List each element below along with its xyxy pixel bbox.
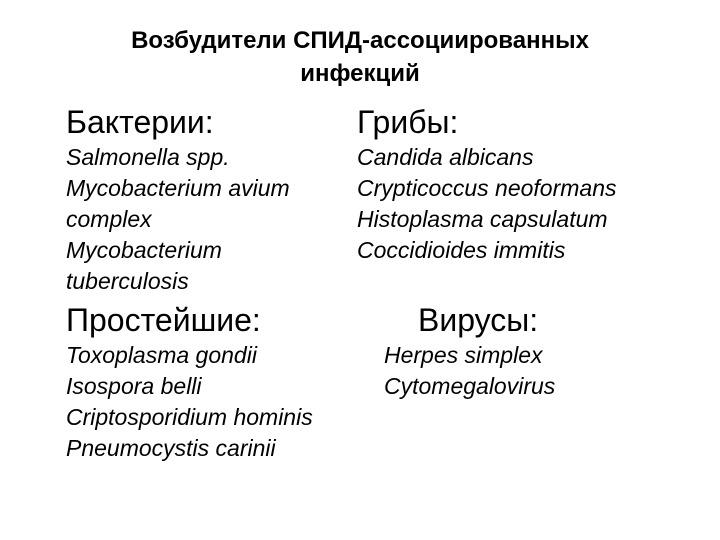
- protozoa-heading: Простейшие:: [66, 302, 261, 338]
- list-item: Histoplasma capsulatum: [357, 206, 608, 232]
- fungi-heading: Грибы:: [357, 104, 459, 140]
- list-item: Toxoplasma gondii: [66, 342, 257, 368]
- viruses-heading: Вирусы:: [418, 302, 539, 338]
- list-item: complex: [66, 206, 152, 232]
- list-item: Cytomegalovirus: [384, 373, 556, 399]
- list-item: Salmonella spp.: [66, 144, 230, 170]
- list-item: Mycobacterium avium: [66, 175, 290, 201]
- slide-title-line-1: Возбудители СПИД-ассоциированных: [131, 27, 589, 54]
- viruses-list: [384, 340, 555, 402]
- slide-title-line-2: инфекций: [300, 60, 420, 87]
- list-item: Coccidioides immitis: [357, 237, 566, 263]
- list-item: Criptosporidium hominis: [66, 404, 313, 430]
- list-item: Isospora belli: [66, 373, 202, 399]
- list-item: Mycobacterium: [66, 237, 222, 263]
- list-item: Pneumocystis carinii: [66, 435, 276, 461]
- bacteria-list: [66, 142, 290, 297]
- fungi-list: [357, 142, 617, 266]
- list-item: tuberculosis: [66, 268, 189, 294]
- list-item: Herpes simplex: [384, 342, 543, 368]
- bacteria-heading: Бактерии:: [66, 104, 214, 140]
- protozoa-list: [66, 340, 313, 464]
- list-item: Candida albicans: [357, 144, 534, 170]
- list-item: Crypticoccus neoformans: [357, 175, 617, 201]
- slide-title: [60, 24, 660, 90]
